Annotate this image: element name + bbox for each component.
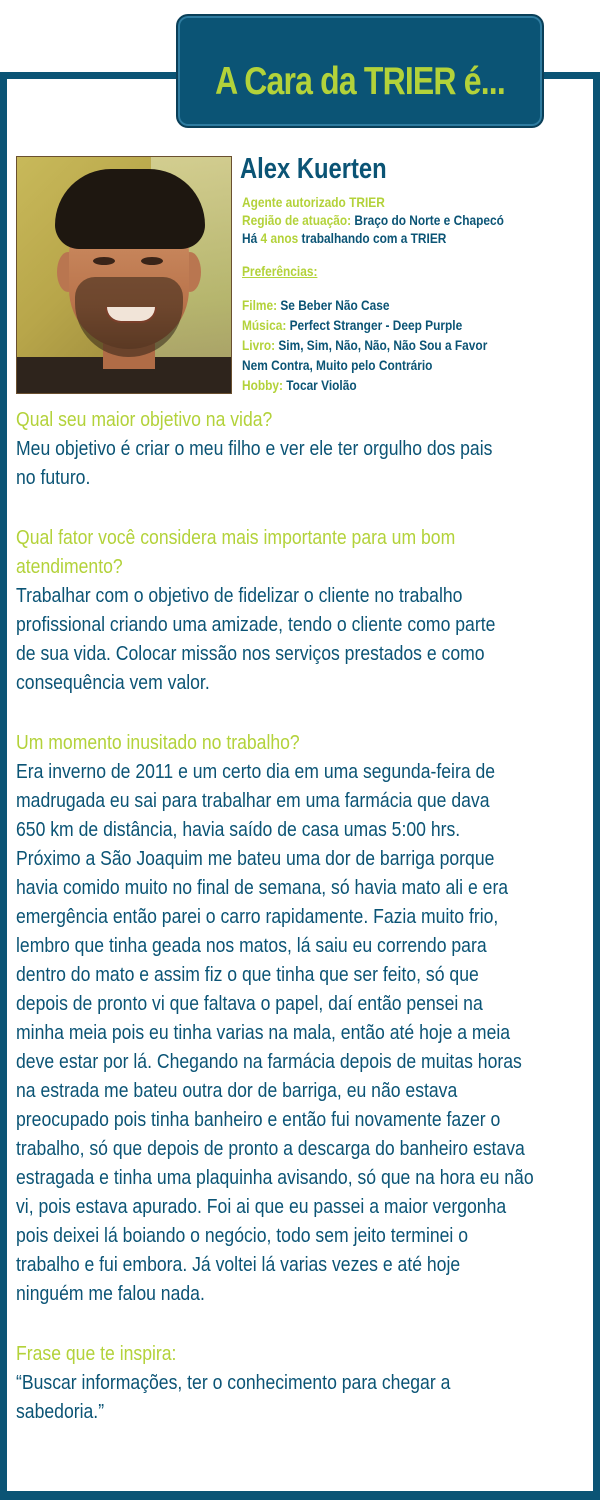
pref-book-continued bbox=[242, 356, 432, 374]
answer-line: “Buscar informações, ter o conhecimento para chegar a bbox=[16, 1372, 451, 1394]
answer-line: vi, pois estava apurado. Foi ai que eu passei a maior vergonha bbox=[16, 1196, 507, 1218]
answer-line: madrugada eu sai para trabalhar em uma farmácia que dava bbox=[16, 790, 490, 812]
answer-line: consequência vem valor. bbox=[16, 672, 210, 694]
years-prefix: Há bbox=[242, 230, 258, 246]
film-value: Se Beber Não Case bbox=[280, 297, 390, 313]
pref-film bbox=[242, 296, 390, 314]
answer-line: havia comido muito no final de semana, só havia mato ali e era bbox=[16, 877, 509, 899]
question-line: Um momento inusitado no trabalho? bbox=[16, 732, 300, 754]
preferences-heading bbox=[242, 262, 317, 280]
region-label: Região de atuação: bbox=[242, 212, 352, 228]
answer-line: de sua vida. Colocar missão nos serviços prestados e como bbox=[16, 643, 485, 665]
answer-line: 650 km de distância, havia saído de casa umas 5:00 hrs. bbox=[16, 819, 461, 841]
pref-hobby bbox=[242, 376, 357, 394]
answer-line: Próximo a São Joaquim me bateu uma dor de barriga porque bbox=[16, 848, 495, 870]
answer-line: na estrada me bateu outra dor de barriga, eu não estava bbox=[16, 1080, 458, 1102]
years-value: 4 anos bbox=[260, 230, 299, 246]
question-line: Frase que te inspira: bbox=[16, 1343, 177, 1365]
music-value: Perfect Stranger - Deep Purple bbox=[289, 317, 463, 333]
answer-line: Meu objetivo é criar o meu filho e ver ele ter orgulho dos pais bbox=[16, 438, 493, 460]
qa-block-objective bbox=[16, 406, 579, 493]
profile-name: Alex Kuerten bbox=[240, 153, 387, 185]
answer-line: minha meia pois eu tinha varias na mala, então até hoje a meia bbox=[16, 1022, 511, 1044]
answer-line: no futuro. bbox=[16, 467, 91, 489]
music-label: Música: bbox=[242, 317, 287, 333]
hobby-label: Hobby: bbox=[242, 377, 283, 393]
photo-hair bbox=[55, 169, 205, 249]
answer-line: trabalho e fui embora. Já voltei lá varias vezes e até hoje bbox=[16, 1254, 461, 1276]
region-value: Braço do Norte e Chapecó bbox=[354, 212, 504, 228]
profile-photo bbox=[16, 156, 232, 394]
question-line: atendimento? bbox=[16, 556, 123, 578]
profile-role bbox=[242, 193, 385, 211]
answer-line: estragada e tinha uma plaquinha avisando, só que na hora eu não bbox=[16, 1167, 534, 1189]
years-suffix: trabalhando com a TRIER bbox=[301, 230, 447, 246]
book-value-continued: Nem Contra, Muito pelo Contrário bbox=[242, 357, 433, 373]
answer-line: ninguém me falou nada. bbox=[16, 1283, 205, 1305]
profile-years bbox=[242, 229, 446, 247]
photo-eye-right bbox=[141, 257, 163, 265]
answer-line: lembro que tinha geada nos matos, lá saiu eu correndo para bbox=[16, 935, 487, 957]
answer-line: Era inverno de 2011 e um certo dia em uma segunda-feira de bbox=[16, 761, 496, 783]
book-value: Sim, Sim, Não, Não, Não Sou a Favor bbox=[278, 337, 488, 353]
photo-mouth bbox=[105, 307, 157, 323]
qa-block-moment bbox=[16, 729, 579, 1309]
book-label: Livro: bbox=[242, 337, 276, 353]
answer-line: depois de pronto vi que faltava o papel, daí então pensei na bbox=[16, 993, 483, 1015]
role-text: Agente autorizado TRIER bbox=[242, 194, 385, 210]
film-label: Filme: bbox=[242, 297, 278, 313]
answer-line: dentro do mato e assim fiz o que tinha que ser feito, só que bbox=[16, 964, 479, 986]
answer-line: trabalho, só que depois de pronto a descarga do banheiro estava bbox=[16, 1138, 525, 1160]
answer-line: profissional criando uma amizade, tendo o cliente como parte bbox=[16, 614, 496, 636]
hobby-value: Tocar Violão bbox=[286, 377, 357, 393]
preferences-title: Preferências: bbox=[242, 263, 318, 279]
page-title: A Cara da TRIER é... bbox=[215, 60, 505, 103]
answer-line: preocupado pois tinha banheiro e então fui novamente fazer o bbox=[16, 1109, 501, 1131]
answer-line: pois deixei lá boiando o negócio, todo sem jeito terminei o bbox=[16, 1225, 469, 1247]
qa-block-service bbox=[16, 524, 579, 698]
title-banner bbox=[176, 14, 544, 128]
pref-book bbox=[242, 336, 487, 354]
question-line: Qual fator você considera mais importante para um bom bbox=[16, 527, 456, 549]
qa-block-quote bbox=[16, 1340, 579, 1427]
pref-music bbox=[242, 316, 462, 334]
answer-line: sabedoria.” bbox=[16, 1401, 105, 1423]
answer-line: Trabalhar com o objetivo de fidelizar o cliente no trabalho bbox=[16, 585, 463, 607]
photo-eye-left bbox=[93, 257, 115, 265]
answer-line: emergência então parei o carro rapidamente. Fazia muito frio, bbox=[16, 906, 499, 928]
answer-line: deve estar por lá. Chegando na farmácia depois de muitas horas bbox=[16, 1051, 522, 1073]
profile-region bbox=[242, 211, 504, 229]
question-line: Qual seu maior objetivo na vida? bbox=[16, 409, 273, 431]
